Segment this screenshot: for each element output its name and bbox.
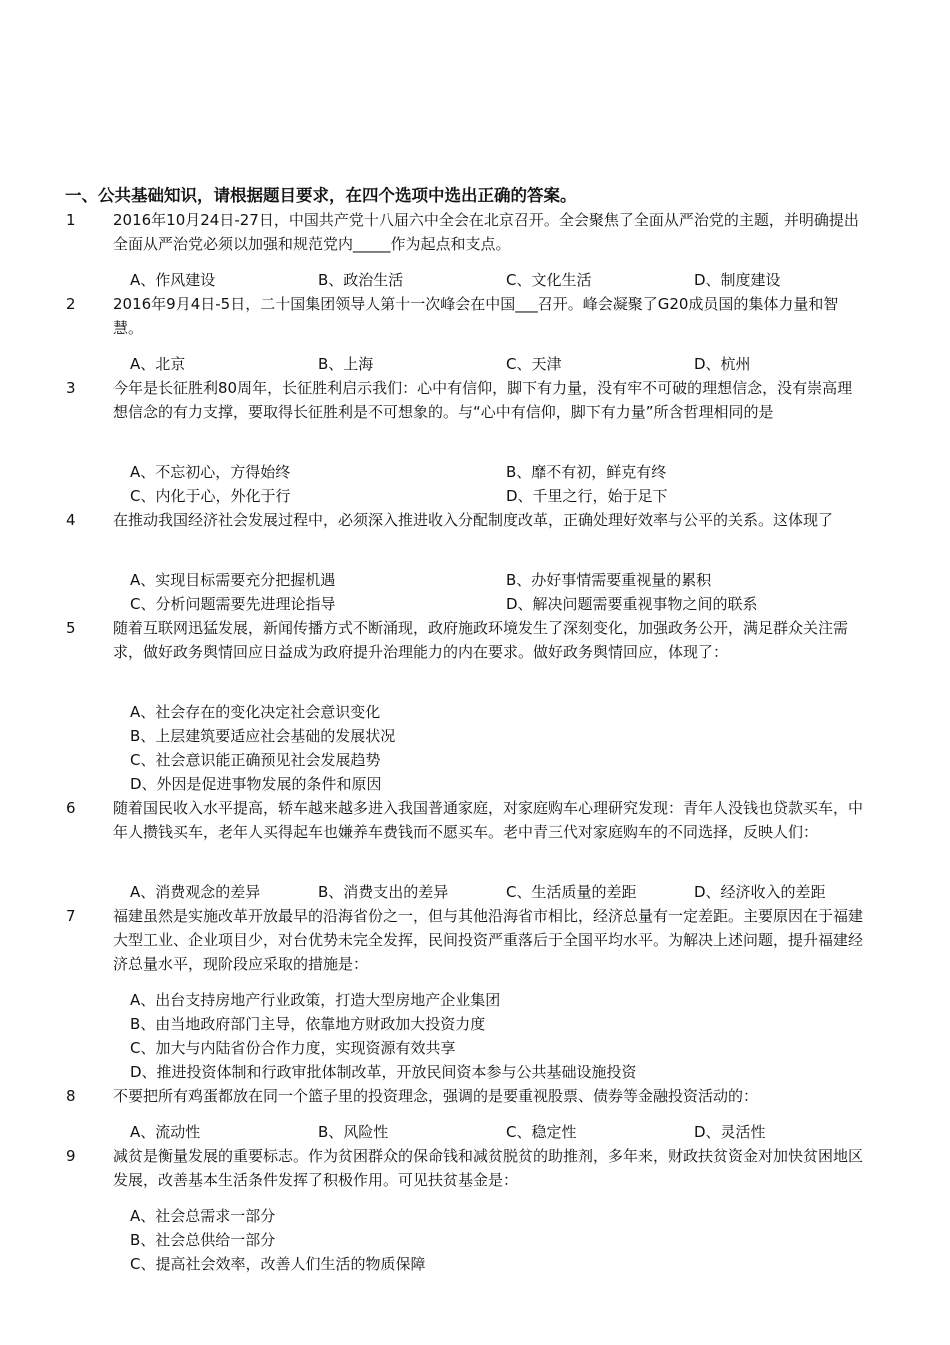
- option-a: A、不忘初心，方得始终: [130, 463, 291, 481]
- question-number: 7: [66, 907, 76, 925]
- option-d: D、千里之行，始于足下: [506, 487, 668, 505]
- option-d: D、解决问题需要重视事物之间的联系: [506, 595, 758, 613]
- question-stem: 在推动我国经济社会发展过程中，必须深入推进收入分配制度改革，正确处理好效率与公平的关系。这体现了: [113, 511, 834, 529]
- option-b: B、办好事情需要重视量的累积: [506, 571, 712, 589]
- question-stem: 随着互联网迅猛发展，新闻传播方式不断涌现，政府施政环境发生了深刻变化，加强政务公开，满足群众关注需求，做好政务舆情回应日益成为政府提升治理能力的内在要求。做好政务舆情回应，体现了：: [113, 619, 849, 661]
- option-c: C、分析问题需要先进理论指导: [130, 595, 336, 613]
- option-a: A、北京: [130, 355, 186, 373]
- option-d: D、制度建设: [694, 271, 781, 289]
- option-a: A、社会存在的变化决定社会意识变化: [130, 703, 381, 721]
- option-c: C、内化于心，外化于行: [130, 487, 291, 505]
- option-a: A、社会总需求一部分: [130, 1207, 276, 1225]
- question-number: 1: [66, 211, 76, 229]
- option-b: B、上海: [318, 355, 374, 373]
- option-a: A、流动性: [130, 1123, 201, 1141]
- option-b: B、风险性: [318, 1123, 389, 1141]
- question-number: 8: [66, 1087, 76, 1105]
- option-b: B、消费支出的差异: [318, 883, 449, 901]
- option-c: C、提高社会效率，改善人们生活的物质保障: [130, 1255, 426, 1273]
- option-a: A、实现目标需要充分把握机遇: [130, 571, 336, 589]
- question-number: 5: [66, 619, 76, 637]
- option-b: B、靡不有初，鲜克有终: [506, 463, 667, 481]
- question-number: 4: [66, 511, 76, 529]
- section-heading: 一、公共基础知识，请根据题目要求，在四个选项中选出正确的答案。: [65, 186, 577, 205]
- question-stem: 2016年9月4日-5日，二十国集团领导人第十一次峰会在中国___召开。峰会凝聚了G20成员国的集体力量和智慧。: [113, 295, 839, 337]
- option-d: D、杭州: [694, 355, 751, 373]
- option-c: C、稳定性: [506, 1123, 577, 1141]
- option-b: B、由当地政府部门主导，依靠地方财政加大投资力度: [130, 1015, 486, 1033]
- question-number: 6: [66, 799, 76, 817]
- option-d: D、灵活性: [694, 1123, 766, 1141]
- option-b: B、社会总供给一部分: [130, 1231, 276, 1249]
- option-d: D、外因是促进事物发展的条件和原因: [130, 775, 382, 793]
- question-stem: 今年是长征胜利80周年，长征胜利启示我们：心中有信仰，脚下有力量，没有牢不可破的理想信念，没有崇高理想信念的有力支撑，要取得长征胜利是不可想象的。与“心中有信仰，脚下有力量”所含哲理相同的是: [113, 379, 853, 421]
- option-c: C、社会意识能正确预见社会发展趋势: [130, 751, 381, 769]
- question-number: 3: [66, 379, 76, 397]
- question-stem: 福建虽然是实施改革开放最早的沿海省份之一，但与其他沿海省市相比，经济总量有一定差距。主要原因在于福建大型工业、企业项目少，对台优势未完全发挥，民间投资严重落后于全国平均水平。为解决上述问题，提升福建经济总量水平，现阶段应采取的措施是：: [113, 907, 864, 973]
- question-number: 2: [66, 295, 76, 313]
- question-stem: 随着国民收入水平提高，轿车越来越多进入我国普通家庭，对家庭购车心理研究发现：青年人没钱也贷款买车，中年人攒钱买车，老年人买得起车也嫌养车费钱而不愿买车。老中青三代对家庭购车的不同选择，反映人们：: [113, 799, 864, 841]
- option-b: B、政治生活: [318, 271, 404, 289]
- option-c: C、天津: [506, 355, 562, 373]
- question-stem: 2016年10月24日-27日，中国共产党十八届六中全会在北京召开。全会聚焦了全面从严治党的主题，并明确提出全面从严治党必须以加强和规范党内_____作为起点和支点。: [113, 211, 859, 253]
- option-b: B、上层建筑要适应社会基础的发展状况: [130, 727, 396, 745]
- option-a: A、出台支持房地产行业政策，打造大型房地产企业集团: [130, 991, 501, 1009]
- question-stem: 减贫是衡量发展的重要标志。作为贫困群众的保命钱和减贫脱贫的助推剂，多年来，财政扶贫资金对加快贫困地区发展，改善基本生活条件发挥了积极作用。可见扶贫基金是：: [113, 1147, 864, 1189]
- option-a: A、消费观念的差异: [130, 883, 261, 901]
- option-c: C、生活质量的差距: [506, 883, 637, 901]
- option-c: C、加大与内陆省份合作力度，实现资源有效共享: [130, 1039, 456, 1057]
- question-stem: 不要把所有鸡蛋都放在同一个篮子里的投资理念，强调的是要重视股票、债券等金融投资活动的：: [113, 1087, 759, 1105]
- option-a: A、作风建设: [130, 271, 216, 289]
- option-c: C、文化生活: [506, 271, 592, 289]
- option-d: D、经济收入的差距: [694, 883, 826, 901]
- option-d: D、推进投资体制和行政审批体制改革，开放民间资本参与公共基础设施投资: [130, 1063, 637, 1081]
- question-number: 9: [66, 1147, 76, 1165]
